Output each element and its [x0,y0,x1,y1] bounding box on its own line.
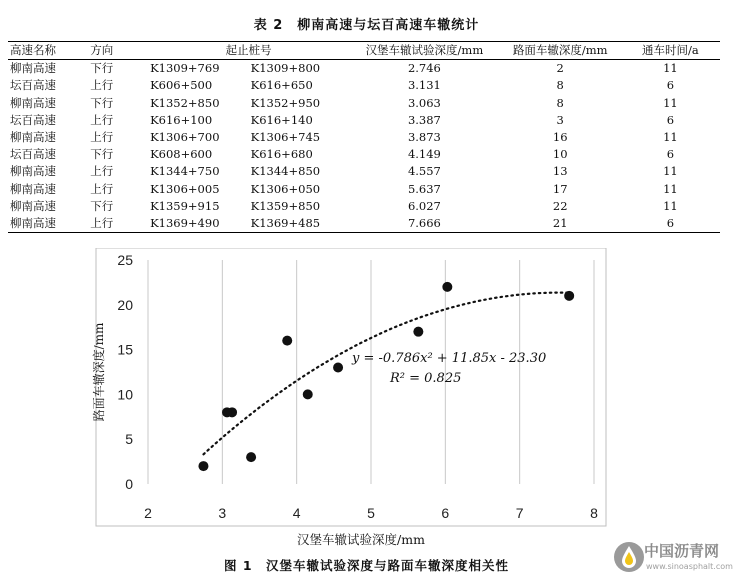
cell-direction: 上行 [90,112,114,127]
data-point [413,327,423,337]
x-tick-label: 2 [144,505,152,521]
x-tick-label: 7 [515,505,524,521]
cell-from: K1306+005 [150,181,220,196]
cell-name: 柳南高速 [10,164,56,179]
cell-years: 11 [663,164,678,179]
data-point [282,336,292,346]
cell-rut: 8 [556,78,564,93]
correlation-scatter-chart [0,248,733,553]
x-tick-label: 4 [292,505,301,521]
cell-years: 11 [663,95,678,110]
cell-years: 6 [666,147,675,162]
table-row [8,95,720,112]
cell-to: K616+140 [250,112,313,127]
table-row [8,129,720,146]
x-tick-label: 3 [218,505,227,521]
y-tick-label: 25 [117,252,133,268]
header-rut: 路面车辙深度/mm [512,43,608,57]
header-station: 起止桩号 [225,43,272,57]
data-point [246,452,256,462]
cell-name: 柳南高速 [10,216,56,231]
cell-direction: 上行 [90,164,114,179]
cell-direction: 下行 [90,147,114,162]
cell-rut: 22 [552,198,568,213]
cell-to: K1359+850 [250,198,321,213]
cell-rut: 3 [556,112,564,127]
cell-from: K606+500 [150,78,213,93]
y-tick-label: 0 [125,476,133,492]
cell-rut: 16 [552,130,568,145]
cell-rut: 8 [556,95,564,110]
data-point [564,291,574,301]
cell-from: K608+600 [150,147,213,162]
cell-name: 坛百高速 [10,78,56,93]
data-point [303,389,313,399]
data-point [198,461,208,471]
r-squared-label: R² = 0.825 [390,371,462,386]
cell-from: K1306+700 [150,130,220,145]
y-tick-label: 15 [117,341,133,358]
cell-hamburg: 3.131 [407,78,441,93]
cell-direction: 上行 [90,130,114,145]
cell-hamburg: 4.557 [407,164,441,179]
cell-name: 坛百高速 [10,112,56,127]
cell-hamburg: 3.873 [407,130,441,145]
x-axis-title: 汉堡车辙试验深度/mm [297,532,425,547]
cell-to: K1344+850 [250,164,321,179]
y-tick-label: 20 [117,296,133,313]
cell-hamburg: 3.387 [407,112,441,127]
cell-years: 6 [666,216,675,231]
watermark-url: www.sinoasphalt.com [646,562,733,571]
x-tick-label: 8 [590,505,598,521]
cell-to: K1306+050 [250,181,321,196]
cell-rut: 2 [556,61,564,76]
trendline [204,293,570,455]
table-row [8,60,720,78]
cell-name: 柳南高速 [10,181,56,196]
cell-to: K616+680 [250,147,313,162]
cell-from: K1369+490 [150,216,220,231]
cell-rut: 13 [552,164,568,179]
table-row [8,198,720,215]
cell-from: K1359+915 [150,198,220,213]
cell-years: 11 [663,198,678,213]
cell-years: 11 [663,61,678,76]
x-tick-label: 6 [441,505,450,521]
cell-hamburg: 6.027 [407,198,441,213]
cell-hamburg: 3.063 [407,95,441,110]
cell-hamburg: 4.149 [407,147,441,162]
cell-name: 柳南高速 [10,130,56,145]
cell-years: 6 [666,112,675,127]
cell-name: 柳南高速 [10,198,56,213]
cell-from: K616+100 [150,112,213,127]
cell-rut: 10 [552,147,568,162]
header-direction: 方向 [90,43,114,57]
cell-years: 6 [666,78,675,93]
cell-hamburg: 7.666 [407,216,441,231]
table-row [8,146,720,163]
watermark-text: 中国沥青网 [644,542,720,560]
cell-to: K1369+485 [250,216,321,231]
cell-name: 柳南高速 [10,61,56,76]
cell-years: 11 [663,130,678,145]
cell-name: 柳南高速 [10,95,56,110]
cell-rut: 17 [552,181,568,196]
data-point [333,363,343,373]
cell-from: K1344+750 [150,164,220,179]
asphalt-drop-icon [612,540,646,574]
cell-to: K616+650 [250,78,313,93]
header-name: 高速名称 [10,43,56,57]
table-row [8,215,720,233]
table-row [8,77,720,94]
cell-direction: 上行 [90,216,114,231]
header-hamburg: 汉堡车辙试验深度/mm [365,43,484,57]
header-years: 通车时间/a [642,43,699,57]
x-tick-label: 5 [367,505,375,521]
cell-hamburg: 5.637 [407,181,441,196]
rut-statistics-table [8,41,720,233]
cell-direction: 下行 [90,61,114,76]
table-title: 表 2 柳南高速与坛百高速车辙统计 [253,18,480,33]
cell-direction: 下行 [90,198,114,213]
table-row [8,112,720,129]
table-row [8,163,720,180]
cell-direction: 上行 [90,181,114,196]
y-tick-label: 5 [125,431,133,448]
data-point [442,282,452,292]
cell-direction: 下行 [90,95,114,110]
cell-hamburg: 2.746 [407,61,441,76]
equation-label: y = -0.786x² + 11.85x - 23.30 [352,351,547,366]
data-point [222,407,232,417]
cell-rut: 21 [552,216,568,231]
figure-caption: 图 1 汉堡车辙试验深度与路面车辙深度相关性 [223,558,510,573]
cell-to: K1306+745 [250,130,321,145]
cell-direction: 上行 [90,78,114,93]
cell-from: K1309+769 [150,61,220,76]
cell-to: K1352+950 [250,95,321,110]
cell-from: K1352+850 [150,95,220,110]
table-header-row [8,42,720,60]
cell-name: 坛百高速 [10,147,56,162]
y-tick-label: 10 [117,386,133,403]
cell-years: 11 [663,181,678,196]
y-axis-title: 路面车辙深度/mm [92,322,106,422]
table-row [8,181,720,198]
chart-border [96,248,606,526]
watermark-logo [612,538,733,580]
cell-to: K1309+800 [250,61,321,76]
